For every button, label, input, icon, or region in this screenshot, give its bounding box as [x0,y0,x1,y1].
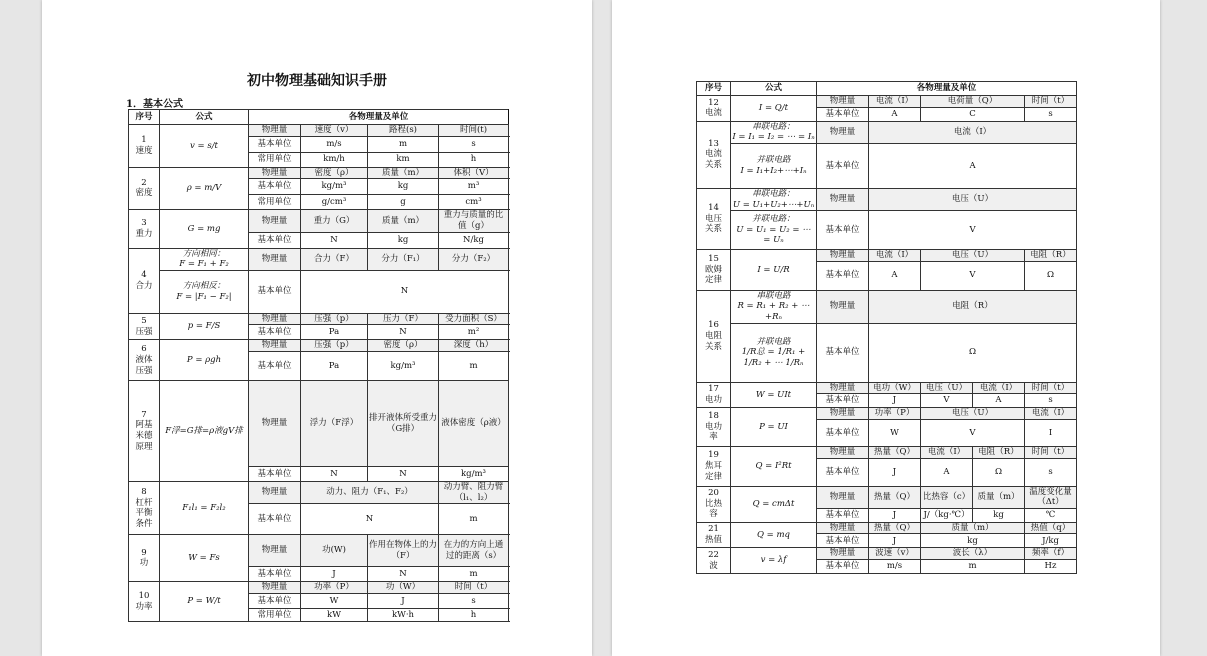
entry-number: 10 功率 [129,582,160,622]
unit-cell: km [368,152,439,167]
entry-number: 19 焦耳 定律 [697,446,731,486]
formula-row-6 [129,340,509,352]
unit-cell: km/h [301,152,368,167]
row-label: 基本单位 [817,394,869,408]
formula-cell: 并联电路： U = U₁ = U₂ = ⋯ = Uₙ [731,211,817,250]
quantity-cell: 电功（W） [869,382,921,394]
formula-row-10 [129,582,509,594]
row-label: 物理量 [249,381,301,467]
unit-cell: g/cm³ [301,195,368,210]
unit-cell: J [368,593,439,608]
quantity-cell: 电流（I） [1025,408,1077,420]
unit-cell: m² [439,325,509,340]
entry-number: 20 比热 容 [697,486,731,522]
header-formula: 公式 [731,82,817,96]
unit-cell: s [1025,394,1077,408]
unit-cell: J/kg [1025,534,1077,548]
entry-number: 8 杠杆 平衡 条件 [129,482,160,535]
row-label: 基本单位 [249,467,301,482]
quantity-cell: 质量（m） [921,522,1025,534]
quantity-cell: 电流（I） [869,121,1077,143]
row-label: 物理量 [817,548,869,560]
formula-cell: p = F/S [160,313,249,340]
formula-row-20 [697,486,1077,508]
row-label: 物理量 [817,290,869,323]
unit-cell: I [1025,419,1077,446]
entry-number: 22 波 [697,548,731,574]
formula-cell: 串联电路： I = I₁ = I₂ = ⋯ = Iₙ [732,121,815,143]
row-label: 基本单位 [249,567,301,582]
unit-cell: A [869,261,921,290]
quantity-cell: 重力（G） [301,210,368,232]
formula-cell: P = UI [731,408,817,447]
quantity-cell: 热量（Q） [869,522,921,534]
quantity-cell: 在力的方向上通过的距离（s） [439,535,509,567]
formula-cell: 串联电路 R = R₁ + R₂ + ⋯+Rₙ [731,290,817,323]
quantity-cell: 波长（λ） [921,548,1025,560]
quantity-cell: 电压（U） [921,250,1025,262]
quantity-cell: 热量（Q） [869,446,921,458]
quantity-cell: 波速（v） [869,548,921,560]
quantity-cell: 时间（t） [1025,382,1077,394]
row-label: 物理量 [817,522,869,534]
unit-cell: J [869,508,921,522]
formula-cell: G = mg [160,210,249,248]
quantity-cell: 功率（P） [869,408,921,420]
unit-cell: m [439,504,509,535]
unit-cell: kg [921,534,1025,548]
row-label: 物理量 [249,125,301,137]
row-label: 基本单位 [249,325,301,340]
quantity-cell: 受力面积（S） [439,313,509,325]
formula-cell: I = U/R [731,250,817,291]
unit-row-14 [697,211,1077,250]
unit-cell: V [869,211,1077,250]
formula-cell: 方向相反： F = |F₁ − F₂| [160,270,249,313]
formula-cell: ρ = m/V [160,167,249,210]
quantity-cell: 热值（q） [1025,522,1077,534]
formula-cell: F浮=G排=ρ液gV排 [160,381,249,482]
row-label: 物理量 [249,535,301,567]
entry-number: 1 速度 [129,125,160,168]
entry-number: 9 功 [129,535,160,582]
unit-row-16 [697,323,1077,382]
formula-cell: Q = cmΔt [731,486,817,522]
formula-cell: W = UIt [731,382,817,408]
entry-number: 2 密度 [129,167,160,210]
unit-cell: s [1025,107,1077,121]
unit-cell: Ω [1025,261,1077,290]
quantity-cell: 密度（ρ） [301,167,368,179]
unit-cell: m³ [439,179,509,195]
row-label: 物理量 [249,313,301,325]
formula-row-9 [129,535,509,567]
quantity-cell: 时间（t） [1025,446,1077,458]
row-label: 常用单位 [249,195,301,210]
formula-cell: F₁l₁ = F₂l₂ [160,482,249,535]
unit-cell: N [301,504,439,535]
quantity-cell: 速度（v） [301,125,368,137]
quantity-cell: 压强（p） [301,313,368,325]
formula-row-3 [129,210,509,232]
quantity-cell: 电阻（R） [1025,250,1077,262]
row-label: 物理量 [817,486,869,508]
quantity-cell: 电流（I） [973,382,1025,394]
unit-cell: N [368,567,439,582]
unit-cell: m [921,560,1025,574]
quantity-cell: 温度变化量（Δt） [1025,486,1077,508]
formula-row-21 [697,522,1077,534]
row-label: 物理量 [249,582,301,594]
formula-row-18 [697,408,1077,420]
unit-cell: C [921,107,1025,121]
quantity-cell: 动力臂、阻力臂（l₁、l₂） [439,482,509,504]
unit-cell: A [869,143,1077,188]
row-label: 基本单位 [817,458,869,486]
unit-cell: m [368,136,439,152]
unit-cell: W [869,419,921,446]
unit-cell: V [921,394,973,408]
header-no: 序号 [697,82,731,96]
header-quantities: 各物理量及单位 [817,82,1077,96]
row-label: 物理量 [817,446,869,458]
quantity-cell: 比热容（c） [921,486,973,508]
formula-row-19 [697,446,1077,458]
quantity-cell: 电流（I） [869,96,921,108]
entry-number: 21 热值 [697,522,731,548]
unit-cell: kg [368,179,439,195]
row-label: 物理量 [817,188,869,210]
unit-cell: cm³ [439,195,509,210]
entry-number: 13 电流 关系 [697,121,731,188]
unit-cell: kg [368,232,439,248]
formula-row-5 [129,313,509,325]
unit-cell: ℃ [1025,508,1077,522]
quantity-cell: 路程(s) [368,125,439,137]
entry-number: 18 电功 率 [697,408,731,447]
unit-row-4 [129,270,509,313]
quantity-cell: 时间(t) [439,125,509,137]
formula-cell: P = W/t [160,582,249,622]
quantity-cell: 分力（F₂） [439,248,509,270]
row-label: 基本单位 [817,211,869,250]
formula-cell: 方向相同： F = F₁ + F₂ [160,248,249,270]
unit-cell: kg/m³ [439,467,509,482]
formula-row-14 [697,188,1077,210]
row-label: 物理量 [249,210,301,232]
quantity-cell: 频率（f） [1025,548,1077,560]
formula-row-13 [697,121,1077,143]
row-label: 基本单位 [249,136,301,152]
unit-cell: J [301,567,368,582]
quantity-cell: 电压（U） [921,408,1025,420]
document-page-1 [42,0,592,656]
entry-number: 17 电功 [697,382,731,408]
quantity-cell: 电阻（R） [973,446,1025,458]
entry-number: 3 重力 [129,210,160,248]
quantity-cell: 电压（U） [869,188,1077,210]
row-label: 物理量 [817,96,869,108]
entry-number: 14 电压 关系 [697,188,731,249]
unit-cell: kW·h [368,608,439,621]
unit-cell: N [368,325,439,340]
unit-cell: m/s [869,560,921,574]
formula-row-2 [129,167,509,179]
unit-cell: kg/m³ [301,179,368,195]
row-label: 常用单位 [249,152,301,167]
row-label: 常用单位 [249,608,301,621]
quantity-cell: 时间（t） [1025,96,1077,108]
quantity-cell: 作用在物体上的力（F） [368,535,439,567]
header-row [129,110,509,125]
unit-cell: Pa [301,352,368,381]
quantity-cell: 功(W) [301,535,368,567]
formula-cell: I = Q/t [731,96,817,122]
quantity-cell: 质量（m） [368,167,439,179]
formula-cell: v = λf [731,548,817,574]
unit-cell: s [439,136,509,152]
formula-cell: 串联电路： U = U₁+U₂+⋯+Uₙ [731,188,817,210]
unit-cell: Pa [301,325,368,340]
unit-cell: J [869,534,921,548]
unit-cell: A [973,394,1025,408]
section-title: 1．基本公式 [126,99,183,110]
formula-table-page-1 [128,109,509,622]
entry-number: 16 电阻 关系 [697,290,731,382]
formula-row-8 [129,482,509,504]
unit-row-13 [697,143,1077,188]
unit-cell: s [1025,458,1077,486]
formula-row-16 [697,290,1077,323]
header-formula: 公式 [160,110,249,125]
formula-row-22 [697,548,1077,560]
header-no: 序号 [129,110,160,125]
formula-cell: Q = I²Rt [731,446,817,486]
header-row [697,82,1077,96]
quantity-cell: 功（W） [368,582,439,594]
row-label: 基本单位 [817,143,869,188]
quantity-cell: 合力（F） [301,248,368,270]
quantity-cell: 深度（h） [439,340,509,352]
row-label: 物理量 [249,167,301,179]
row-label: 物理量 [817,382,869,394]
formula-cell: 并联电路 I = I₁+I₂+⋯+Iₙ [731,143,817,188]
unit-cell: kW [301,608,368,621]
formula-cell: Q = mq [731,522,817,548]
entry-number: 6 液体 压强 [129,340,160,381]
unit-cell: A [921,458,973,486]
unit-cell: N/kg [439,232,509,248]
unit-cell: Hz [1025,560,1077,574]
unit-cell: J/（kg·℃） [921,508,973,522]
formula-cell: 并联电路 1/R总 = 1/R₁ + 1/R₂ + ⋯ 1/Rₙ [731,323,817,382]
unit-cell: m/s [301,136,368,152]
quantity-cell: 质量（m） [973,486,1025,508]
unit-cell: Ω [973,458,1025,486]
unit-cell: N [301,467,368,482]
formula-row-15 [697,250,1077,262]
quantity-cell: 电阻（R） [869,290,1077,323]
formula-cell: W = Fs [160,535,249,582]
quantity-cell: 液体密度（ρ液） [439,381,509,467]
row-label: 物理量 [249,248,301,270]
formula-row-7 [129,381,509,467]
quantity-cell: 功率（P） [301,582,368,594]
formula-table-page-2 [696,81,1077,574]
formula-row-17 [697,382,1077,394]
row-label: 基本单位 [817,419,869,446]
row-label: 基本单位 [817,534,869,548]
quantity-cell: 浮力（F浮） [301,381,368,467]
unit-cell: g [368,195,439,210]
quantity-cell: 排开液体所受重力（G排） [368,381,439,467]
entry-number: 15 欧姆 定律 [697,250,731,291]
quantity-cell: 压力（F） [368,313,439,325]
quantity-cell: 时间（t） [439,582,509,594]
unit-cell: m [439,567,509,582]
unit-cell: kg/m³ [368,352,439,381]
row-label: 基本单位 [817,560,869,574]
formula-row-12 [697,96,1077,108]
quantity-cell: 密度（ρ） [368,340,439,352]
quantity-cell: 电流（I） [869,250,921,262]
unit-cell: N [301,232,368,248]
row-label: 物理量 [249,340,301,352]
quantity-cell: 体积（V） [439,167,509,179]
entry-number: 4 合力 [129,248,160,313]
formula-row-4 [129,248,509,270]
unit-cell: V [921,261,1025,290]
quantity-cell: 动力、阻力（F₁、F₂） [301,482,439,504]
row-label: 物理量 [817,250,869,262]
row-label: 基本单位 [249,270,301,313]
unit-cell: J [869,394,921,408]
row-label: 基本单位 [249,593,301,608]
quantity-cell: 分力（F₁） [368,248,439,270]
entry-number: 5 压强 [129,313,160,340]
unit-cell: V [921,419,1025,446]
unit-cell: W [301,593,368,608]
quantity-cell: 质量（m） [368,210,439,232]
row-label: 基本单位 [249,504,301,535]
unit-cell: s [439,593,509,608]
entry-number: 7 阿基 米德 原理 [129,381,160,482]
formula-row-1 [129,125,509,137]
quantity-cell: 电压（U） [921,382,973,394]
row-label: 基本单位 [249,352,301,381]
unit-cell: m [439,352,509,381]
row-label: 物理量 [817,121,869,143]
document-title: 初中物理基础知识手册 [247,73,387,89]
quantity-cell: 重力与质量的比值（g） [439,210,509,232]
unit-cell: kg [973,508,1025,522]
unit-cell: h [439,152,509,167]
formula-cell: P = ρgh [160,340,249,381]
row-label: 基本单位 [249,232,301,248]
unit-cell: J [869,458,921,486]
row-label: 基本单位 [817,261,869,290]
row-label: 物理量 [249,482,301,504]
row-label: 基本单位 [817,508,869,522]
document-page-2 [612,0,1160,656]
row-label: 基本单位 [249,179,301,195]
row-label: 基本单位 [817,107,869,121]
quantity-cell: 压强（p） [301,340,368,352]
unit-cell: A [869,107,921,121]
unit-cell: N [301,270,509,313]
header-quantities: 各物理量及单位 [249,110,509,125]
entry-number: 12 电流 [697,96,731,122]
quantity-cell: 热量（Q） [869,486,921,508]
formula-cell: v = s/t [160,125,249,168]
quantity-cell: 电荷量（Q） [921,96,1025,108]
unit-cell: h [439,608,509,621]
quantity-cell: 电流（I） [921,446,973,458]
unit-cell: Ω [869,323,1077,382]
row-label: 物理量 [817,408,869,420]
row-label: 基本单位 [817,323,869,382]
unit-cell: N [368,467,439,482]
